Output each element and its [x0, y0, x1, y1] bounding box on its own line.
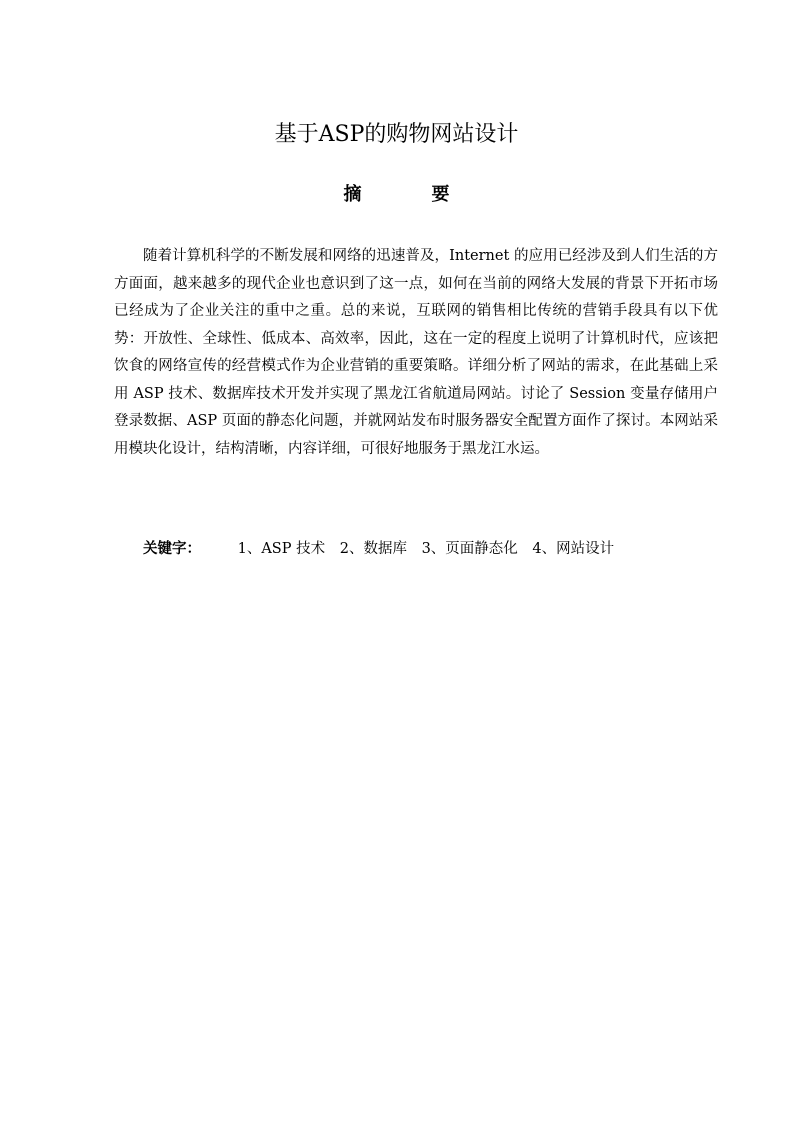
page-title: 基于ASP的购物网站设计 — [274, 122, 519, 147]
keyword-item: 1、ASP 技术 — [237, 541, 326, 557]
keyword-item: 2、数据库 — [339, 541, 407, 557]
abstract-heading-char-2: 要 — [431, 184, 450, 205]
abstract-heading-char-1: 摘 — [343, 184, 362, 205]
keyword-item: 3、页面静态化 — [421, 541, 518, 557]
keywords-label: 关键字： — [143, 541, 201, 557]
abstract-body: 随着计算机科学的不断发展和网络的迅速普及，Internet 的应用已经涉及到人们生活的方方面面，越来越多的现代企业也意识到了这一点，如何在当前的网络大发展的背景下开拓市场已经成为了企业关注的重中之重。总的来说，互联网的销售相比传统的营销手段具有以下优势：开放性、全球性、低成本、高效率，因此，这在一定的程度上说明了计算机时代，应该把饮食的网络宣传的经营模式作为企业营销的重要策略。详细分析了网站的需求，在此基础上采用 ASP 技术、数据库技术开发并实现了黑龙江省航道局网站。讨论了 Session 变量存储用户登录数据、ASP 页面的静态化问题，并就网站发布时服务器安全配置方面作了探讨。本网站采用模块化设计，结构清晰，内容详细，可很好地服务于黑龙江水运。 — [114, 248, 718, 457]
abstract-heading — [0, 180, 793, 210]
keywords-line — [143, 536, 723, 563]
keyword-item: 4、网站设计 — [532, 541, 615, 557]
